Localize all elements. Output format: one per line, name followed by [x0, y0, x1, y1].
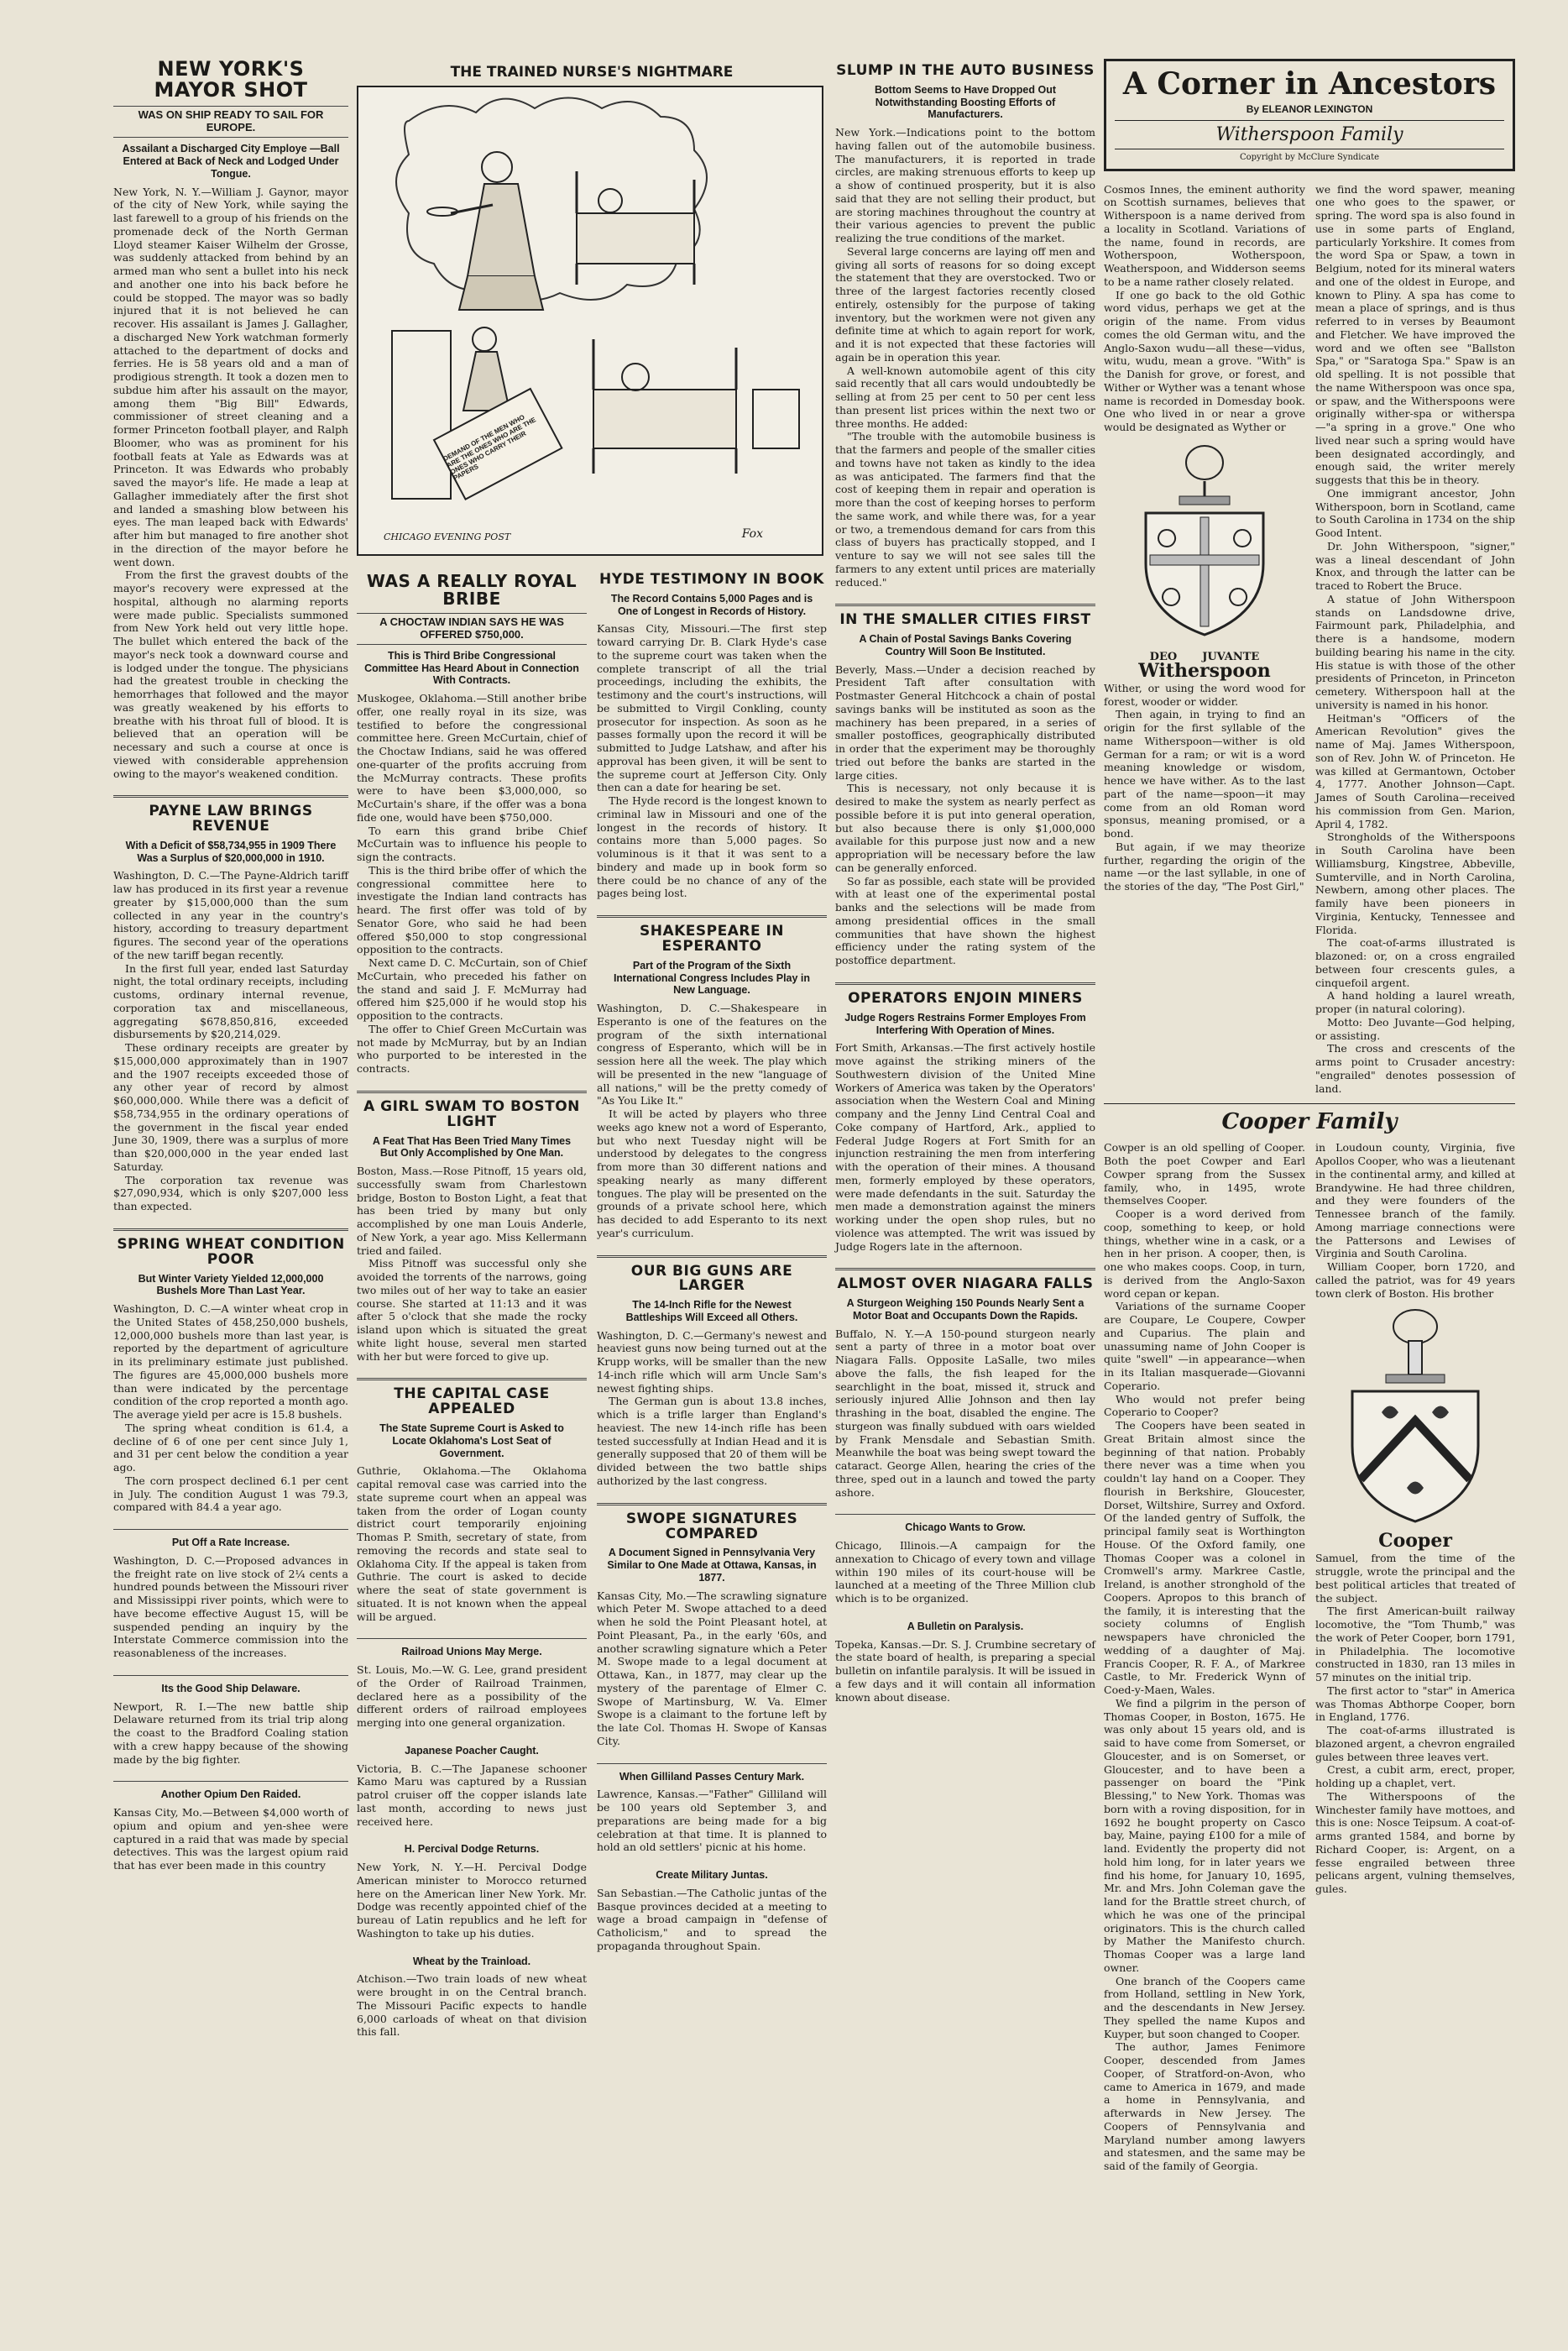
paragraph: Several large concerns are laying off men and giving all sorts of reasons for so doing except the statement that they are overstocked. Two or three of the largest factories recently closed entirely, ostensibly for the purpose of taking inventory, but the workmen were not given any definite time at which to again report for work, and it is not expected that these factories will again be in operation this year. — [835, 244, 1095, 364]
subdeck-swope-signatures: A Document Signed in Pennsylvania Very Similar to One Made at Ottawa, Kansas, in 1877. — [607, 1547, 817, 1584]
cooper-coat-of-arms-icon — [1331, 1303, 1499, 1530]
story-swope-signatures — [597, 1512, 827, 1748]
paragraph: Victoria, B. C.—The Japanese schooner Kamo Maru was captured by a Russian patrol cruiser off the copper islands late last month, according to news just received here. — [357, 1762, 587, 1828]
paragraph: Kansas City, Mo.—The scrawling signature which Peter M. Swope attached to a deed when he sold the Point Pleasant hotel, at Point Pleasant, Pa., in the early '60s, and another scrawling signature which a Peter M. Swope made to a legal document at Ottawa, Kan., in 1877, may clear up the mystery of the parentage of Elmer C. Swope of Martinsburg, W. Va. Elmer Swope is a claimant to the fortune left by the late Col. Thomas H. Swope of Kansas City. — [597, 1589, 827, 1747]
column-1 — [113, 59, 348, 1888]
brief-headline: Railroad Unions May Merge. — [401, 1646, 542, 1658]
column-4 — [1104, 59, 1515, 2173]
paragraph: The coat-of-arms illustrated is blazoned argent, a chevron engrailed gules between three leaves vert. — [1315, 1724, 1515, 1763]
story-shakespeare-esperanto — [597, 924, 827, 1239]
paragraph: St. Louis, Mo.—W. G. Lee, grand president of the Order of Railroad Trainmen, declared here as a possibility of the different orders of railroad employees merging into one general organization. — [357, 1663, 587, 1729]
story-royal-bribe — [357, 573, 587, 1076]
brief-chicago-grow — [835, 1521, 1095, 1605]
divider — [597, 915, 827, 918]
paragraph: Buffalo, N. Y.—A 150-pound sturgeon nearly sent a party of three in a motor boat over Niagara Falls. Opposite LaSalle, two miles above the falls, the fish leaped for the searchlight in the boat, missed it, struck and seriously injured Allie Johnson and then lay thrashing in the boat, disabled the engine. The sturgeon was finally subdued with oars wielded by Frank Mensdale and Sebastian Smith. Meanwhile the boat was being swept toward the cataract. George Allen, hearing the cries of the three, sped out in a launch and towed the party ashore. — [835, 1327, 1095, 1499]
brief-gilliland — [597, 1771, 827, 1855]
paragraph: This is the third bribe offer of which the congressional committee here to investigate the Indian land contracts has heard. The first offer was told of by Senator Gore, who said he had been offered $50,000 to stop congressional opposition to the contracts. — [357, 863, 587, 956]
paragraph: This is necessary, not only because it is desired to make the system as nearly perfect as possible before it is put into general operation, but also because there is only $1,000,000 available for this purpose just now and a new appropriation will be necessary before the law can be generally enforced. — [835, 782, 1095, 874]
paragraph: The Coopers have been seated in Great Britain almost since the beginning of that nation. Probably there never was a time when you couldn't lay hand on a Cooper. They flourish in Berkshire, Gloucester, Dorset, Wiltshire, Surrey and Oxford. Of the landed gentry of Suffolk, the principal family seat is Worthington House. Of the Oxford family, one Thomas Cooper was a colonel in Cromwell's army. Markree Castle, Ireland, is another stronghold of the Coopers. Apropos to this branch of the family, it is interesting that the society columns of English newspapers have chronicled the wedding of a daughter of Maj. Francis Cooper, R. F. A., of Markree Castle, to Mr. Frederick Wynn of Coed-y-Maen, Wales. — [1104, 1419, 1305, 1697]
paragraph: William Cooper, born 1720, and called the patriot, was for 49 years town clerk of Boston. His brother — [1315, 1260, 1515, 1300]
brief-wheat-trainload — [357, 1956, 587, 2039]
feature-subtitle: Witherspoon Family — [1115, 120, 1504, 149]
feature-banner — [1104, 59, 1515, 171]
story-hyde-testimony — [597, 573, 827, 900]
subdeck-payne-law: With a Deficit of $58,734,955 in 1909 There Was a Surplus of $20,000,000 in 1910. — [125, 839, 337, 864]
feature-byline: By ELEANOR LEXINGTON — [1246, 102, 1373, 115]
deck-mayor-shot: WAS ON SHIP READY TO SAIL FOR EUROPE. — [113, 106, 348, 138]
feature-title: A Corner in Ancestors — [1122, 66, 1497, 102]
brief-headline: Japanese Poacher Caught. — [405, 1744, 539, 1757]
cartoon-title: THE TRAINED NURSE'S NIGHTMARE — [450, 64, 734, 81]
brief-rate-increase — [113, 1537, 348, 1660]
cooper-family-heading: Cooper Family — [1104, 1103, 1515, 1134]
cartoon-credit: CHICAGO EVENING POST — [384, 531, 511, 542]
feature-copyright: Copyright by McClure Syndicate — [1239, 152, 1379, 162]
brief-headline: A Bulletin on Paralysis. — [907, 1620, 1024, 1632]
story-operators-enjoin — [835, 989, 1095, 1253]
divider — [113, 1675, 348, 1676]
paragraph: Cowper is an old spelling of Cooper. Both the poet Cowper and Earl Cowper sprang from the Sussex family, who, in 1495, wrote themselves Cooper. — [1104, 1141, 1305, 1207]
paragraph: Cooper is a word derived from coop, something to keep, or hold things, whether wine in a cask, or a hen in her prison. A cooper, then, is one who makes coops. Coop, in turn, is derived from the Anglo-Saxon word cepan or kepan. — [1104, 1207, 1305, 1300]
headline-auto-slump: SLUMP IN THE AUTO BUSINESS — [836, 62, 1095, 79]
subdeck-big-guns: The 14-Inch Rifle for the Newest Battleships Will Exceed all Others. — [625, 1299, 798, 1323]
divider — [113, 795, 348, 798]
paragraph: Boston, Mass.—Rose Pitnoff, 15 years old, successfully swam from Charlestown bridge, Boston to Boston Light, a feat that has been tried by many but only accomplished by one man Louis Anderle, of New York, a year ago. Miss Kellermann tried and failed. — [357, 1165, 587, 1257]
headline-smaller-cities: IN THE SMALLER CITIES FIRST — [839, 611, 1091, 629]
brief-military-juntas — [597, 1869, 827, 1953]
divider — [113, 1529, 348, 1530]
paragraph: The author, James Fenimore Cooper, descended from James Cooper, of Stratford-on-Avon, who came to America in 1679, and made a home in Pennsylvania, and afterwards in New Jersey. The Coopers of Pennsylvania and Maryland number among lawyers and statesmen, and the same may be said of the family of Georgia. — [1104, 2040, 1305, 2173]
paragraph: Washington, D. C.—Shakespeare in Esperanto is one of the features on the program of the sixth international congress of Esperanto, which will be in session here all the week. The play which will be presented in the new "language of all nations," will be the pretty comedy of "As You Like It." — [597, 1002, 827, 1107]
paragraph: These ordinary receipts are greater by $15,000,000 approximately than in 1907 and the 1907 receipts exceeded those of any other year of record by almost $60,000,000. While there was a deficit of $58,734,955 in the ordinary operations of the government in the fiscal year ended June 30, 1909, there was a surplus of more than $20,000,000 in the year ended last Saturday. — [113, 1041, 348, 1173]
paragraph: Motto: Deo Juvante—God helping, or assisting. — [1315, 1015, 1515, 1042]
subdeck-girl-swam: A Feat That Has Been Tried Many Times But Only Accomplished by One Man. — [372, 1134, 572, 1160]
paragraph: The cross and crescents of the arms point to Crusader ancestry: "engrailed" denotes possession of land. — [1315, 1042, 1515, 1095]
divider — [835, 1514, 1095, 1515]
paragraph: The corporation tax revenue was $27,090,934, which is only $207,000 less than expected. — [113, 1173, 348, 1213]
divider — [597, 1503, 827, 1505]
divider — [357, 1378, 587, 1380]
paragraph: "The trouble with the automobile business is that the farmers and people of the smaller cities and towns have not taken as kindly to the idea as was anticipated. The farmers find that the cost of keeping them in repair and operation is more than the cost of keeping horses to perform the same work, and while there was, for a year or two, a tremendous demand for cars from this class of buyers has practically stopped, and I venture to say we will not see sales till the farmers to any extent until prices are materially reduced." — [835, 430, 1095, 589]
paragraph: One immigrant ancestor, John Witherspoon, born in Scotland, came to South Carolina in 1734 on the ship Good Intent. — [1315, 486, 1515, 540]
witherspoon-coat-of-arms-icon — [1121, 437, 1288, 647]
subdeck-mayor-shot: Assailant a Discharged City Employe —Ball Entered at Back of Neck and Lodged Under Tongue. — [122, 143, 340, 180]
paragraph: A well-known automobile agent of this city said recently that all cars would undoubtedly be selling at from 25 per cent to 50 per cent less than present list prices within the next two or three months. He added: — [835, 364, 1095, 430]
paragraph: Washington, D. C.—A winter wheat crop in the United States of 458,250,000 bushels, 12,000,000 bushels more than last year, is reported by the department of agriculture in its preliminary estimate just published. The figures are 45,000,000 bushels more than were indicated by the percentage condition of the crop reported a month ago. The average yield per acre is 15.8 bushels. — [113, 1302, 348, 1422]
paragraph: We find a pilgrim in the person of Thomas Cooper, in Boston, 1675. He was only about 15 years old, and is said to have come from Somerset, or Gloucester, and is on Somerset, or Gloucester, and to have been a passenger on board the "Pink Blessing," to New York. Thomas was born with a roving disposition, for in 1692 he bought property on Casco bay, Maine, paying £100 for a mile of land. Evidently the property did not hold him long, for in later years we find his home, for January 10, 1695, Mr. and Mrs. John Coleman gave the land for the Brattle street church, of which he was one of the principal originators. This is the church called by Mather the Manifesto church. Thomas Cooper was a large land owner. — [1104, 1696, 1305, 1974]
paragraph: So far as possible, each state will be provided with at least one of the experimental postal banks and the selections will be made from among presidential offices in the small communities that have shown the highest efficiency under the rating system of the postoffice department. — [835, 874, 1095, 967]
paragraph: Then again, in trying to find an origin for the first syllable of the name Witherspoon—wither is old German for a ram; or wit is a word meaning knowledge or wisdom, hence we have wither. As to the last part of the name—spoon—it may come from an old Roman word sponsus, meaning promised, or a bond. — [1104, 708, 1305, 840]
headline-capital-case: THE CAPITAL CASE APPEALED — [394, 1385, 550, 1418]
headline-spring-wheat: SPRING WHEAT CONDITION POOR — [117, 1235, 345, 1268]
brief-dodge-returns — [357, 1843, 587, 1940]
paragraph: If one go back to the old Gothic word vidus, perhaps we get at the origin of the name. From vidus comes the old German witu, and the Anglo-Saxon wudu—all these—vidus, witu, wudu, mean a grove. "With" is the Danish for grove, or forest, and Wither or Wyther was a tenant whose name is recorded in Domesday book. One who lived in or near a grove would be designated as Wyther or — [1104, 288, 1305, 434]
divider — [835, 982, 1095, 985]
brief-railroad-unions — [357, 1646, 587, 1730]
column-2 — [357, 59, 827, 2054]
cooper-crest-caption: Cooper — [1378, 1530, 1452, 1552]
paragraph: Cosmos Innes, the eminent authority on Scottish surnames, believes that Witherspoon is a name derived from a locality in Scotland. Variations of the name, found in records, are Wotherspoon, Wotherspoon, Weatherspoon, and Widderson seems to be a name rather closely related. — [1104, 182, 1305, 288]
brief-headline: Wheat by the Trainload. — [412, 1955, 531, 1967]
paragraph: Newport, R. I.—The new battle ship Delaware returned from its trial trip along the coast to the Bradford Coaling station with a crew happy because of the showing made by the big fighter. — [113, 1699, 348, 1766]
story-big-guns — [597, 1262, 827, 1488]
story-auto-slump — [835, 64, 1095, 589]
headline-niagara-falls: ALMOST OVER NIAGARA FALLS — [837, 1275, 1094, 1293]
subdeck-operators-enjoin: Judge Rogers Restrains Former Employes From Interfering With Operation of Mines. — [844, 1011, 1086, 1036]
divider — [835, 604, 1095, 606]
paragraph: Samuel, from the time of the struggle, wrote the principal and the best political articles that treated of the subject. — [1315, 1552, 1515, 1605]
brief-headline: Put Off a Rate Increase. — [171, 1537, 290, 1549]
brief-headline: Chicago Wants to Grow. — [905, 1521, 1026, 1534]
cooper-left — [1104, 1141, 1305, 2173]
paragraph: we find the word spawer, meaning one who goes to the spawer, or spring. The word spa is also found in use in some parts of England, particularly Yorkshire. It comes from the word Spa or Spaw, a town in Belgium, noted for its mineral waters and one of the oldest in Europe, and known to Pliny. A spa has come to mean a place of springs, and is thus referred to in verses by Beaumont and Fletcher. We have improved the word and we often see "Ballston Spa," or "Saratoga Spa." Spaw is an old spelling. It is not possible that the name Witherspoon was once spa, or spaw, and the Witherspoons were originally wither-spa or witherspa—"a spring in a grove." One who lived near such a spring would have been designated accordingly, and enough said, the writer merely suggests that this be in theory. — [1315, 182, 1515, 487]
witherspoon-section — [1104, 183, 1515, 1096]
paragraph: Fort Smith, Arkansas.—The first actively hostile move against the striking miners of the Southwestern division of the United Mine Workers of America was taken by the Operators' association when the Western Coal and Mining company and the Jenny Lind Central Coal and Coke company of Hartford, Ark., applied to Federal Judge Rogers at Fort Smith for an injunction restraining the men from interfering with the operation of their mines. A thousand men, formerly employed by these operators, were made defendants in the suit. Saturday the men made a demonstration against the miners working under the open shop rules, but no violence was attempted. The writ was issued by Judge Rogers late in the afternoon. — [835, 1041, 1095, 1253]
brief-opium-den — [113, 1788, 348, 1872]
paragraph: in Loudoun county, Virginia, five Apollos Cooper, who was a lieutenant in the continental army, and killed at Brandywine. He had three children, and they were founders of the Tennessee branch of the family. Among marriage connections were the Pattersons and Lewises of Virginia and South Carolina. — [1315, 1141, 1515, 1260]
headline-operators-enjoin: OPERATORS ENJOIN MINERS — [848, 989, 1083, 1007]
paragraph: The Hyde record is the longest known to criminal law in Missouri and one of the longest in the records of history. It contains more than 5,000 pages. So voluminous is it that it was sent to a bindery and made up in book form so there could be no chance of any of the pages being lost. — [597, 794, 827, 900]
headline-payne-law: PAYNE LAW BRINGS REVENUE — [149, 803, 313, 835]
motto-left: DEO — [1149, 650, 1178, 663]
subdeck-niagara-falls: A Sturgeon Weighing 150 Pounds Nearly Sent a Motor Boat and Occupants Down the Rapids. — [846, 1297, 1085, 1322]
paragraph: Beverly, Mass.—Under a decision reached by President Taft after consultation with Postmaster General Hitchcock a chain of postal savings banks will be instituted as soon as the machinery has been prepared, in a series of smaller postoffices, geographically distributed in order that the experiment may be thoroughly tried out before the banks are started in the large cities. — [835, 662, 1095, 782]
cooper-section — [1104, 1141, 1515, 2173]
story-smaller-cities — [835, 613, 1095, 967]
brief-headline: Another Opium Den Raided. — [160, 1788, 301, 1801]
witherspoon-left — [1104, 183, 1305, 1096]
motto-right: JUVANTE — [1202, 650, 1260, 663]
nightmare-cartoon-icon — [358, 87, 822, 554]
column-2-subcolumns — [357, 568, 827, 2054]
paragraph: Heitman's "Officers of the American Revolution" gives the name of Maj. James Witherspoon, son of Rev. John W. of Princeton. He was killed at Germantown, October 4, 1777. Another Johnson—Capt. James of South Carolina—received his commission from Gen. Marion, April 4, 1782. — [1315, 711, 1515, 830]
divider — [597, 1255, 827, 1258]
headline-royal-bribe: WAS A REALLY ROYAL BRIBE — [366, 571, 578, 609]
headline-big-guns: OUR BIG GUNS ARE LARGER — [630, 1262, 793, 1295]
paragraph: Crest, a cubit arm, erect, proper, holding up a chaplet, vert. — [1315, 1763, 1515, 1790]
story-payne-law — [113, 804, 348, 1213]
subdeck-auto-slump: Bottom Seems to Have Dropped Out Notwithstanding Boosting Efforts of Manufacturers. — [875, 83, 1056, 121]
subdeck-capital-case: The State Supreme Court is Asked to Locate Oklahoma's Lost Seat of Government. — [379, 1422, 564, 1459]
brief-japanese-poacher — [357, 1745, 587, 1829]
paragraph: Kansas City, Missouri.—The first step toward carrying Dr. B. Clark Hyde's case to the supreme court was taken when the complete transcript of all the trial proceedings, including the exhibits, the testimony and the court's instructions, will be submitted to Virgil Conkling, county prosecutor for inspection. As soon as he passes formally upon the record it will be submitted to Judge Latshaw, and after his approval has been given, it will be sent to the supreme court at Jefferson City. Only then can a date for hearing be set. — [597, 622, 827, 794]
witherspoon-right — [1315, 183, 1515, 1096]
paragraph: To earn this grand bribe Chief McCurtain was to influence his people to sign the contracts. — [357, 824, 587, 864]
witherspoon-crest-caption: Witherspoon — [1138, 659, 1271, 682]
subdeck-spring-wheat: But Winter Variety Yielded 12,000,000 Bushels More Than Last Year. — [138, 1272, 324, 1297]
paragraph: Next came D. C. McCurtain, son of Chief McCurtain, who preceded his father on the stand and said J. F. McMurray had offered him $25,000 if he would stop his opposition to the contracts. — [357, 956, 587, 1023]
subcolumn-2b — [597, 568, 827, 2054]
brief-headline: Create Military Juntas. — [656, 1869, 768, 1882]
column-3 — [835, 59, 1095, 1719]
divider — [835, 1268, 1095, 1270]
paragraph: Atchison.—Two train loads of new wheat were brought in on the Central branch. The Missouri Pacific expects to handle 6,000 carloads of wheat on that division this fall. — [357, 1972, 587, 2039]
paragraph: Guthrie, Oklahoma.—The Oklahoma capital removal case was carried into the state supreme court when an appeal was taken from the order of Logan county district court temporarily enjoining Thomas P. Smith, secretary of state, from removing the records and state seal to Oklahoma City. If the appeal is taken from Guthrie. The court is asked to decide where the seat of state government is situated. It is not known when the appeal will be argued. — [357, 1464, 587, 1623]
paragraph: Dr. John Witherspoon, "signer," was a lineal descendant of John Knox, and through the latter can be traced to Robert the Bruce. — [1315, 539, 1515, 593]
paragraph: One branch of the Coopers came from Holland, settling in New York, and the descendants in New Jersey. They spelled the name Kupos and Kuyper, but soon changed to Cooper. — [1104, 1974, 1305, 2040]
paragraph: Topeka, Kansas.—Dr. S. J. Crumbine secretary of the state board of health, is preparing a special bulletin on infantile paralysis. It will be issued in a few days and it will contain all information known about disease. — [835, 1637, 1095, 1704]
story-capital-case — [357, 1387, 587, 1623]
paragraph: Muskogee, Oklahoma.—Still another bribe offer, one really royal in its size, was testified to before the congressional committee here. Green McCurtain, chief of the Choctaw Indians, said he was offered one-quarter of the profits accruing from the McMurray contracts. These profits were to have been $3,000,000, so McCurtain's share, if the offer was a bona fide one, would have been $750,000. — [357, 692, 587, 824]
subdeck-shakespeare-esperanto: Part of the Program of the Sixth International Congress Includes Play in New Language. — [613, 959, 811, 997]
headline-girl-swam: A GIRL SWAM TO BOSTON LIGHT — [363, 1097, 580, 1130]
brief-headline: H. Percival Dodge Returns. — [404, 1843, 540, 1856]
brief-ship-delaware — [113, 1683, 348, 1767]
story-mayor-shot — [113, 59, 348, 780]
subdeck-royal-bribe: This is Third Bribe Congressional Committee Has Heard About in Connection With Contracts. — [364, 649, 579, 687]
cartoon-signature: Fox — [741, 527, 763, 541]
paragraph: New York, N. Y.—H. Percival Dodge American minister to Morocco returned here on the American liner New York. Mr. Dodge was recently appointed chief of the bureau of Latin republics and he left for Washington to take up his duties. — [357, 1861, 587, 1940]
paragraph: It will be acted by players who three weeks ago knew not a word of Esperanto, but who next Tuesday night will be understood by delegates to the congress from more than 30 different nations and speaking nearly as many different tongues. The play will be presented on the grounds of a private school here, which has decided to add Esperanto to its next year's curriculum. — [597, 1107, 827, 1239]
headline-hyde-testimony: HYDE TESTIMONY IN BOOK — [599, 571, 824, 588]
headline-shakespeare-esperanto: SHAKESPEARE IN ESPERANTO — [639, 923, 785, 955]
divider — [357, 1091, 587, 1093]
paragraph: From the first the gravest doubts of the mayor's recovery were expressed at the hospital, although no alarming reports were made public. Specialists summoned from New York held out very little hope. The bullet which entered the back of the mayor's neck took a downward course and is lodged under the tongue. The physicians had the greatest trouble in checking the hemorrhages that followed and the mayor was greatly weakened by his efforts to breathe with his throat full of blood. It is believed that an operation will be necessary and such a course at once is viewed with considerable apprehension owing to the mayor's weakened condition. — [113, 568, 348, 780]
subdeck-hyde-testimony: The Record Contains 5,000 Pages and is One of Longest in Records of History. — [610, 592, 813, 617]
paragraph: The first actor to "star" in America was Thomas Abthorpe Cooper, born in England, 1776. — [1315, 1683, 1515, 1724]
paragraph: In the first full year, ended last Saturday night, the total ordinary receipts, including customs, ordinary internal revenue, corporation tax and miscellaneous, aggregating $678,850,816, exceeded disbursements by $20,214,029. — [113, 961, 348, 1041]
paragraph: The coat-of-arms illustrated is blazoned: or, on a cross engrailed between four crescents gules, a cinquefoil argent. — [1315, 936, 1515, 989]
paragraph: Lawrence, Kansas.—"Father" Gilliland will be 100 years old September 3, and preparations are being made for a big celebration at that time. It is planned to hold an old settlers' picnic at his home. — [597, 1788, 827, 1854]
deck-royal-bribe: A CHOCTAW INDIAN SAYS HE WAS OFFERED $750,000. — [357, 613, 587, 645]
subdeck-smaller-cities: A Chain of Postal Savings Banks Covering Country Will Soon Be Instituted. — [859, 633, 1072, 657]
cartoon-sign-text: DEMAND OF THE MEN WHO ARE THE ONES WHO ARE THE ONES WHO CARRY THEIR PAPERS — [442, 413, 537, 483]
story-spring-wheat — [113, 1235, 348, 1514]
paragraph: The corn prospect declined 6.1 per cent in July. The condition August 1 was 79.3, compared with 84.4 a year ago. — [113, 1474, 348, 1514]
paragraph: Washington, D. C.—The Payne-Aldrich tariff law has produced in its first year a revenue greater by $15,000,000 than the sum collected in any year in the country's history, according to treasury department figures. The second year of the operations of the new tariff began recently. — [113, 869, 348, 961]
paragraph: Wither, or using the word wood for forest, wooder or widder. — [1104, 681, 1305, 708]
cooper-right — [1315, 1141, 1515, 2173]
brief-headline: When Gilliland Passes Century Mark. — [619, 1770, 805, 1783]
paragraph: The spring wheat condition is 61.4, a decline of 6 of one per cent since July 1, and 31 per cent below the condition a year ago. — [113, 1421, 348, 1474]
subcolumn-2a — [357, 568, 587, 2054]
paragraph: Miss Pitnoff was successful only she avoided the torrents of the narrows, going two miles out of her way to take an easier course. She started at 11:13 and it was after 5 o'clock that she made the rocky island upon which is situated the great white light house, several men started with her but were forced to give up. — [357, 1257, 587, 1363]
paragraph: New York.—Indications point to the bottom having fallen out of the automobile business. The manufacturers, it is reported in trade circles, are making strenuous efforts to keep up a show of continued prosperity, but it is also said that they are not selling their product, but are storing machines throughout the country at their various agencies to prevent the public realizing the true conditions of the market. — [835, 126, 1095, 245]
divider — [597, 1763, 827, 1764]
brief-paralysis — [835, 1621, 1095, 1704]
paragraph: Chicago, Illinois.—A campaign for the annexation to Chicago of every town and village within 190 miles of its court-house will be launched at a meeting of the Three Million club which is to be organized. — [835, 1539, 1095, 1605]
headline-swope-signatures: SWOPE SIGNATURES COMPARED — [625, 1510, 798, 1542]
paragraph: New York, N. Y.—William J. Gaynor, mayor of the city of New York, while saying the last farewell to a group of his friends on the promenade deck of the North German Lloyd steamer Kaiser Wilhelm der Grosse, was suddenly attacked from behind by an armed man who sent a bullet into his neck and another one into his back before he could be stopped. The mayor was so badly injured that it is not believed he can recover. His assailant is James J. Gallagher, a discharged New York watchman formerly attached to the department of docks and ferries. He is 58 years old and a man of prodigious strength. It took a dozen men to subdue him after his assault on the mayor, among them "Big Bill" Edwards, commissioner of street cleaning and a former Princeton football player, and Ralph Bloomer, who was as prominent for his football feats at Yale as Edwards was at Princeton. It was Edwards who probably saved the mayor's life. He made a leap at Gallagher immediately after the first shot and landed a smashing blow between his eyes. The man leaped back with Edwards' after him but managed to fire another shot in the direction of the mayor before he went down. — [113, 185, 348, 568]
paragraph: The Witherspoons of the Winchester family have mottoes, and this is one: Nosce Teipsum. A coat-of-arms granted 1584, and borne by Richard Cooper, is: Argent, on a fesse engrailed between three pelicans argent, vulning themselves, gules. — [1315, 1789, 1515, 1896]
paragraph: Washington, D. C.—Germany's newest and heaviest guns now being turned out at the Krupp works, will be smaller than the new 14-inch rifle which will arm Uncle Sam's newest fighting ships. — [597, 1328, 827, 1395]
story-girl-swam — [357, 1097, 587, 1363]
paragraph: San Sebastian.—The Catholic juntas of the Basque provinces decided at a meeting to wage a broad campaign in "defense of Catholicism," and to spread the propaganda throughout Spain. — [597, 1886, 827, 1952]
headline-mayor-shot: NEW YORK'S MAYOR SHOT — [154, 57, 308, 102]
paragraph: Strongholds of the Witherspoons in South Carolina have been Williamsburg, Kingstree, Abbeville, Sumterville, and in North Carolina, Newbern, among other places. The family have been pioneers in Virginia, Kentucky, Tennessee and Florida. — [1315, 830, 1515, 936]
divider — [113, 1781, 348, 1782]
paragraph: Washington, D. C.—Proposed advances in the freight rate on live stock of 2¼ cents a hundred pounds between the Missouri river and Mississippi river points, which were to have become effective August 15, will be suspended pending an inquiry by the Interstate Commerce commission into the reasonableness of the increases. — [113, 1553, 348, 1660]
brief-headline: Its the Good Ship Delaware. — [161, 1682, 301, 1694]
story-niagara-falls — [835, 1277, 1095, 1499]
paragraph: Variations of the surname Cooper are Coupare, Le Coupere, Cowper and Cuparius. The plain and unassuming name of John Cooper is quite "swell" —in appearance—when in its Italian masquerade—Giovanni Coperario. — [1104, 1300, 1305, 1392]
paragraph: The first American-built railway locomotive, the "Tom Thumb," was the work of Peter Cooper, born 1791, in Philadelphia. The locomotive constructed in 1830, ran 13 miles in 57 minutes on the initial trip. — [1315, 1605, 1515, 1684]
paragraph: The German gun is about 13.8 inches, which is a trifle larger than England's heaviest. The new 14-inch rifle has been tested successfully at Indian Head and it is generally supposed that 20 of them will be divided between the two battle ships authorized by the last congress. — [597, 1395, 827, 1487]
divider — [357, 1638, 587, 1639]
divider — [113, 1228, 348, 1231]
paragraph: A hand holding a laurel wreath, proper (in natural coloring). — [1315, 989, 1515, 1016]
paragraph: A statue of John Witherspoon stands on Landsdowne drive, Fairmount park, Philadelphia, and there is a handsome, modern building bearing his name in the city. His statue is with those of the other presidents of Princeton, in Princeton cemetery. Witherspoon hall at the university is named in his honor. — [1315, 592, 1515, 711]
paragraph: The offer to Chief Green McCurtain was not made by McMurray, but by an Indian who purported to be interested in the contracts. — [357, 1022, 587, 1076]
cartoon-illustration — [357, 86, 823, 556]
paragraph: But again, if we may theorize further, regarding the origin of the name —or the last syllable, in one of the stories of the day, "The Post Girl," — [1104, 840, 1305, 893]
paragraph: Kansas City, Mo.—Between $4,000 worth of opium and opium and yen-shee were captured in a raid that was made by special detectives. This was the largest opium raid that has ever been made in this country — [113, 1806, 348, 1872]
paragraph: Who would not prefer being Coperario to Cooper? — [1104, 1392, 1305, 1419]
